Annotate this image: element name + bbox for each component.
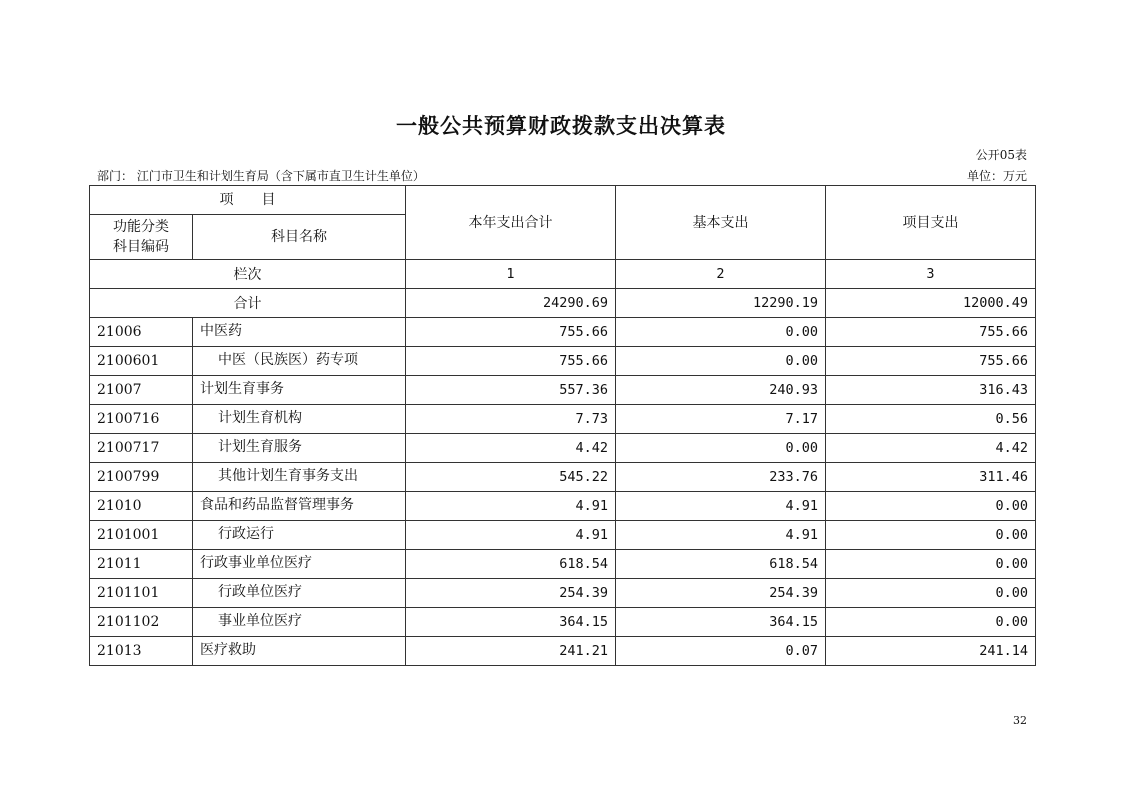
row-total: 545.22 — [406, 463, 616, 492]
column-index-2: 2 — [616, 260, 826, 289]
row-total: 755.66 — [406, 318, 616, 347]
row-code: 21006 — [90, 318, 193, 347]
unit-label: 单位：万元 — [966, 169, 1027, 183]
row-code: 2101102 — [90, 608, 193, 637]
row-project: 0.56 — [826, 405, 1036, 434]
row-total: 364.15 — [406, 608, 616, 637]
row-project: 0.00 — [826, 550, 1036, 579]
row-project: 0.00 — [826, 579, 1036, 608]
total-label: 合计 — [90, 289, 406, 318]
table-row — [90, 463, 1036, 492]
total-sum: 24290.69 — [406, 289, 616, 318]
column-label: 栏次 — [90, 260, 406, 289]
form-number: 公开05表 — [975, 148, 1027, 162]
row-code: 2100601 — [90, 347, 193, 376]
row-subject-name: 行政事业单位医疗 — [193, 550, 406, 579]
table-row — [90, 492, 1036, 521]
department-label: 部门： 江门市卫生和计划生育局（含下属市直卫生计生单位） — [97, 169, 425, 183]
row-code: 21011 — [90, 550, 193, 579]
row-basic: 0.00 — [616, 318, 826, 347]
page-number: 32 — [1013, 714, 1027, 727]
row-code: 2100716 — [90, 405, 193, 434]
header-total: 本年支出合计 — [406, 186, 616, 260]
row-basic: 240.93 — [616, 376, 826, 405]
row-total: 618.54 — [406, 550, 616, 579]
table-row — [90, 376, 1036, 405]
row-basic: 618.54 — [616, 550, 826, 579]
column-index-row — [90, 260, 1036, 289]
column-index-3: 3 — [826, 260, 1036, 289]
header-subject-name: 科目名称 — [193, 215, 406, 260]
row-project: 0.00 — [826, 608, 1036, 637]
row-basic: 364.15 — [616, 608, 826, 637]
row-basic: 4.91 — [616, 492, 826, 521]
total-basic: 12290.19 — [616, 289, 826, 318]
row-subject-name: 中医药 — [193, 318, 406, 347]
row-subject-name: 行政单位医疗 — [193, 579, 406, 608]
total-project: 12000.49 — [826, 289, 1036, 318]
row-subject-name: 医疗救助 — [193, 637, 406, 666]
row-total: 4.42 — [406, 434, 616, 463]
table-row — [90, 637, 1036, 666]
row-subject-name: 计划生育机构 — [193, 405, 406, 434]
row-total: 4.91 — [406, 492, 616, 521]
row-code: 21010 — [90, 492, 193, 521]
row-project: 241.14 — [826, 637, 1036, 666]
row-basic: 254.39 — [616, 579, 826, 608]
row-project: 0.00 — [826, 521, 1036, 550]
row-project: 4.42 — [826, 434, 1036, 463]
header-row-1 — [90, 186, 1036, 215]
table-row — [90, 318, 1036, 347]
table-row — [90, 347, 1036, 376]
row-basic: 0.07 — [616, 637, 826, 666]
header-basic: 基本支出 — [616, 186, 826, 260]
row-total: 241.21 — [406, 637, 616, 666]
row-project: 316.43 — [826, 376, 1036, 405]
table-row — [90, 405, 1036, 434]
row-basic: 233.76 — [616, 463, 826, 492]
row-project: 755.66 — [826, 318, 1036, 347]
row-subject-name: 事业单位医疗 — [193, 608, 406, 637]
row-subject-name: 计划生育事务 — [193, 376, 406, 405]
table-row — [90, 608, 1036, 637]
header-item: 项 目 — [90, 186, 406, 215]
page-title: 一般公共预算财政拨款支出决算表 — [396, 113, 726, 138]
total-row — [90, 289, 1036, 318]
row-code: 2100799 — [90, 463, 193, 492]
header-project: 项目支出 — [826, 186, 1036, 260]
row-code: 2101101 — [90, 579, 193, 608]
row-basic: 4.91 — [616, 521, 826, 550]
row-total: 4.91 — [406, 521, 616, 550]
row-total: 7.73 — [406, 405, 616, 434]
row-basic: 0.00 — [616, 347, 826, 376]
row-subject-name: 食品和药品监督管理事务 — [193, 492, 406, 521]
row-basic: 0.00 — [616, 434, 826, 463]
row-total: 254.39 — [406, 579, 616, 608]
row-total: 557.36 — [406, 376, 616, 405]
row-subject-name: 行政运行 — [193, 521, 406, 550]
row-subject-name: 中医（民族医）药专项 — [193, 347, 406, 376]
table-row — [90, 550, 1036, 579]
row-basic: 7.17 — [616, 405, 826, 434]
row-subject-name: 计划生育服务 — [193, 434, 406, 463]
row-total: 755.66 — [406, 347, 616, 376]
header-func-code: 功能分类 科目编码 — [90, 215, 193, 260]
row-code: 2100717 — [90, 434, 193, 463]
row-subject-name: 其他计划生育事务支出 — [193, 463, 406, 492]
row-project: 755.66 — [826, 347, 1036, 376]
row-code: 2101001 — [90, 521, 193, 550]
row-project: 311.46 — [826, 463, 1036, 492]
row-code: 21007 — [90, 376, 193, 405]
table-row — [90, 579, 1036, 608]
column-index-1: 1 — [406, 260, 616, 289]
row-code: 21013 — [90, 637, 193, 666]
expenditure-table — [89, 185, 1036, 666]
table-row — [90, 521, 1036, 550]
row-project: 0.00 — [826, 492, 1036, 521]
table-row — [90, 434, 1036, 463]
